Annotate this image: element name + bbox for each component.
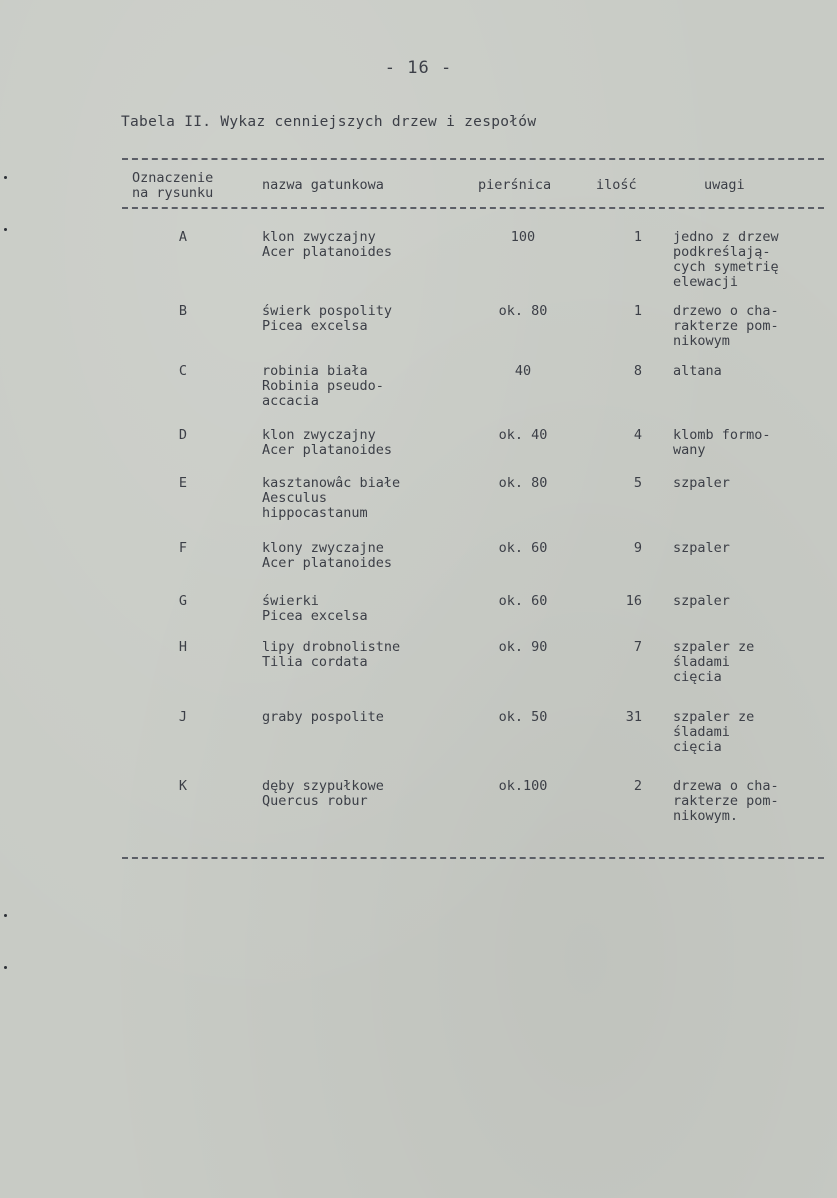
row-quantity: 1	[633, 303, 642, 319]
row-code: K	[178, 778, 188, 794]
table-bottom-rule	[122, 857, 824, 859]
table-top-rule	[122, 158, 824, 160]
species-name-line: kasztanowâc białe	[262, 475, 401, 491]
row-code: D	[178, 427, 188, 443]
species-name-line: Aesculus	[262, 490, 328, 506]
row-notes	[673, 710, 833, 755]
row-notes	[673, 476, 833, 491]
notes-line: śladami	[673, 724, 730, 740]
row-notes	[673, 428, 833, 458]
notes-line: nikowym	[673, 333, 730, 349]
row-girth: ok. 60	[498, 593, 548, 609]
species-name-line: Tilia cordata	[262, 654, 368, 670]
margin-mark	[4, 966, 7, 969]
species-name-line: Robinia pseudo-	[262, 378, 384, 394]
row-species-name	[262, 594, 368, 624]
species-name-line: klon zwyczajny	[262, 229, 376, 245]
row-quantity: 4	[633, 427, 642, 443]
notes-line: cięcia	[673, 739, 722, 755]
notes-line: elewacji	[673, 274, 739, 290]
row-notes	[673, 541, 833, 556]
row-quantity: 9	[633, 540, 642, 556]
row-girth: ok. 40	[498, 427, 548, 443]
row-girth: ok. 80	[498, 475, 548, 491]
row-girth: ok. 50	[498, 709, 548, 725]
margin-mark	[4, 914, 7, 917]
row-code: J	[178, 709, 188, 725]
header-bottom-rule	[122, 207, 824, 209]
row-notes	[673, 364, 833, 379]
row-quantity: 16	[625, 593, 642, 609]
notes-line: szpaler	[673, 593, 730, 609]
notes-line: klomb formo-	[673, 427, 771, 443]
row-species-name	[262, 541, 392, 571]
species-name-line: świerki	[262, 593, 319, 609]
header-code-line: Oznaczenie	[132, 170, 214, 186]
notes-line: szpaler	[673, 475, 730, 491]
species-name-line: klon zwyczajny	[262, 427, 376, 443]
notes-line: drzewa o cha-	[673, 778, 779, 794]
row-notes	[673, 640, 833, 685]
row-girth: 100	[510, 229, 536, 245]
notes-line: wany	[673, 442, 706, 458]
notes-line: cięcia	[673, 669, 722, 685]
margin-mark	[4, 176, 7, 179]
row-code: G	[178, 593, 188, 609]
species-name-line: świerk pospolity	[262, 303, 393, 319]
row-girth: ok. 60	[498, 540, 548, 556]
species-name-line: Quercus robur	[262, 793, 368, 809]
species-name-line: klony zwyczajne	[262, 540, 384, 556]
species-name-line: robinia biała	[262, 363, 368, 379]
row-species-name	[262, 304, 392, 334]
header-girth: pierśnica	[478, 177, 552, 193]
row-quantity: 2	[633, 778, 642, 794]
species-name-line: Acer platanoides	[262, 555, 393, 571]
table-caption: Tabela II. Wykaz cenniejszych drzew i zespołów	[121, 114, 537, 130]
row-girth: 40	[514, 363, 532, 379]
notes-line: szpaler ze	[673, 709, 755, 725]
row-code: A	[178, 229, 188, 245]
row-notes	[673, 304, 833, 349]
row-species-name	[262, 640, 400, 670]
row-species-name	[262, 364, 384, 409]
header-notes: uwagi	[704, 177, 745, 193]
row-quantity: 31	[625, 709, 642, 725]
row-quantity: 1	[633, 229, 642, 245]
row-code: E	[178, 475, 188, 491]
row-notes	[673, 779, 833, 824]
header-code	[132, 171, 213, 201]
notes-line: szpaler ze	[673, 639, 755, 655]
page-number: - 16 -	[384, 58, 453, 78]
row-code: F	[178, 540, 188, 556]
species-name-line: lipy drobnolistne	[262, 639, 401, 655]
notes-line: nikowym.	[673, 808, 739, 824]
species-name-line: graby pospolite	[262, 709, 384, 725]
row-code: C	[178, 363, 188, 379]
notes-line: drzewo o cha-	[673, 303, 779, 319]
row-code: B	[178, 303, 188, 319]
species-name-line: accacia	[262, 393, 319, 409]
notes-line: rakterze pom-	[673, 318, 779, 334]
notes-line: cych symetrię	[673, 259, 779, 275]
header-qty: ilość	[596, 177, 637, 193]
species-name-line: Picea excelsa	[262, 318, 368, 334]
species-name-line: Acer platanoides	[262, 244, 393, 260]
row-species-name	[262, 710, 384, 725]
species-name-line: Picea excelsa	[262, 608, 368, 624]
row-girth: ok.100	[498, 778, 548, 794]
notes-line: jedno z drzew	[673, 229, 779, 245]
row-girth: ok. 90	[498, 639, 548, 655]
species-name-line: dęby szypułkowe	[262, 778, 384, 794]
species-name-line: Acer platanoides	[262, 442, 393, 458]
row-species-name	[262, 230, 392, 260]
row-girth: ok. 80	[498, 303, 548, 319]
notes-line: śladami	[673, 654, 730, 670]
notes-line: podkreślają-	[673, 244, 771, 260]
row-species-name	[262, 476, 400, 521]
header-name: nazwa gatunkowa	[262, 177, 384, 193]
row-notes	[673, 230, 833, 290]
row-quantity: 5	[633, 475, 642, 491]
species-name-line: hippocastanum	[262, 505, 368, 521]
row-quantity: 7	[633, 639, 642, 655]
notes-line: szpaler	[673, 540, 730, 556]
margin-mark	[4, 228, 7, 231]
notes-line: altana	[673, 363, 722, 379]
header-code-line: na rysunku	[132, 185, 214, 201]
row-code: H	[178, 639, 188, 655]
notes-line: rakterze pom-	[673, 793, 779, 809]
row-species-name	[262, 428, 392, 458]
row-species-name	[262, 779, 384, 809]
row-notes	[673, 594, 833, 609]
row-quantity: 8	[633, 363, 642, 379]
